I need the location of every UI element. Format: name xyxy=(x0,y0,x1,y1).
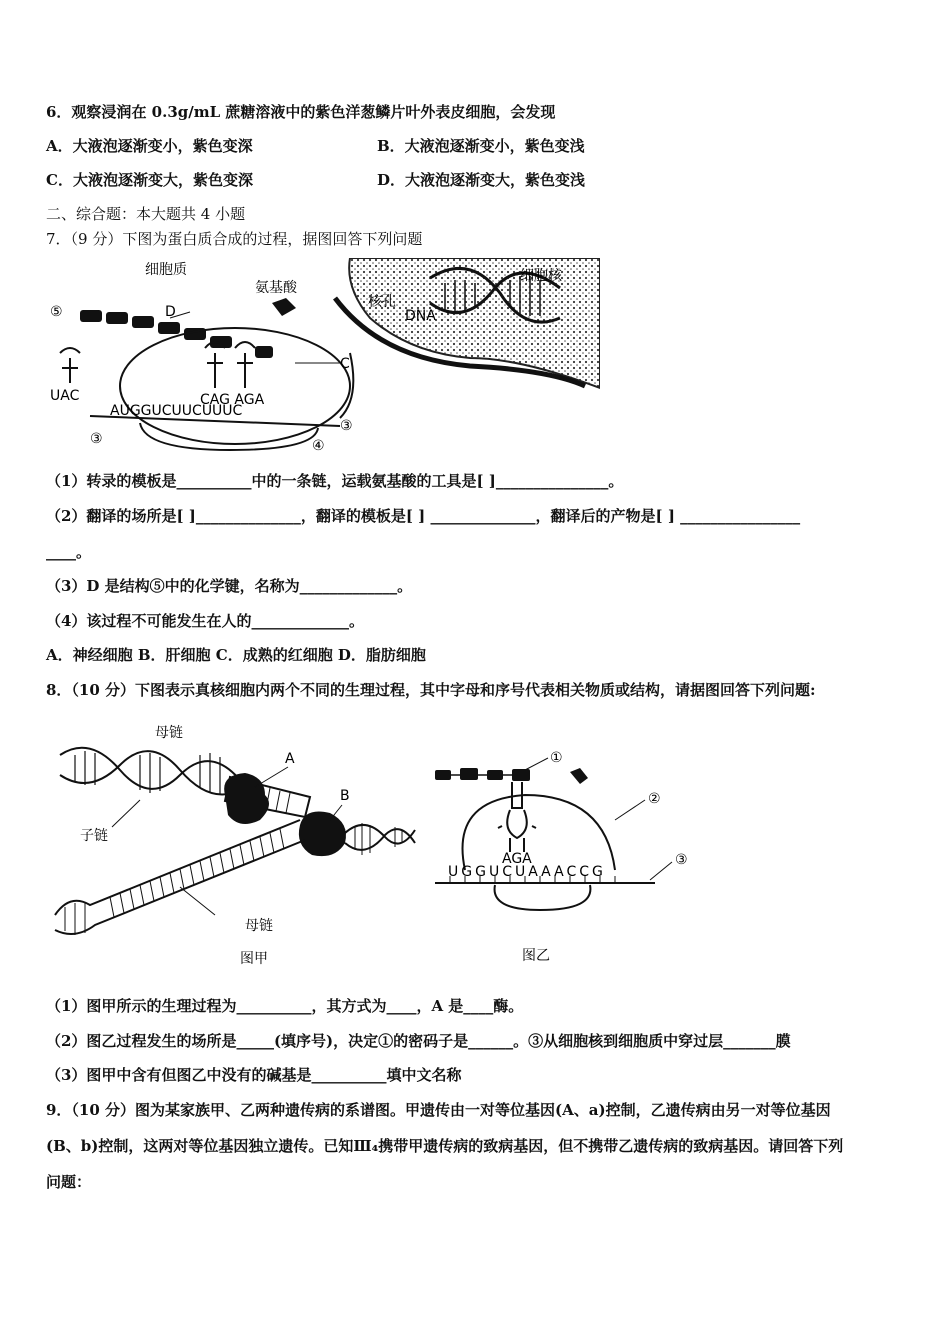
q9-line2: (B、b)控制，这两对等位基因独立遗传。已知Ⅲ₄携带甲遗传病的致病基因，但不携带乙遗传病的致病基因。请回答下列 xyxy=(46,1137,844,1155)
yi-mrna: UGGUCUAAACCG xyxy=(448,864,606,880)
parent-bottom-label: 母链 xyxy=(245,918,273,934)
q6-option-b: B．大液泡逐渐变小，紫色变浅 xyxy=(377,137,585,155)
yi-n2-label: ② xyxy=(648,791,661,807)
cytoplasm-label: 细胞质 xyxy=(145,262,187,278)
q6-option-c: C．大液泡逐渐变大，紫色变深 xyxy=(46,171,253,189)
amino-acid-label: 氨基酸 xyxy=(255,280,297,296)
pore-label: 核孔 xyxy=(368,294,396,310)
yi-n1-label: ① xyxy=(550,750,563,766)
n5-label: ⑤ xyxy=(50,304,63,320)
caption-jia: 图甲 xyxy=(240,951,268,967)
uac-label: UAC xyxy=(50,388,80,404)
caption-yi: 图乙 xyxy=(522,948,550,964)
q8-stem: 8．（10 分）下图表示真核细胞内两个不同的生理过程，其中字母和序号代表相关物质或结构，请据图回答下列问题: xyxy=(46,681,816,699)
q7-mrna: AUGGUCUUCUUUC xyxy=(110,403,243,419)
q8-figure-yi xyxy=(430,740,700,970)
cagaca-label: CAG AGA xyxy=(200,392,265,408)
q7-sub1: （1）转录的模板是__________中的一条链，运载氨基酸的工具是[ ]_______________。 xyxy=(46,472,624,490)
n4-label: ④ xyxy=(312,438,325,454)
q6-option-d: D．大液泡逐渐变大，紫色变浅 xyxy=(377,171,586,189)
q7-sub2b: ____。 xyxy=(46,543,92,561)
q7-figure xyxy=(50,258,600,458)
q9-line1: 9．（10 分）图为某家族甲、乙两种遗传病的系谱图。甲遗传由一对等位基因(A、a)控制，乙遗传病由另一对等位基因 xyxy=(46,1101,831,1119)
q6-option-a: A．大液泡逐渐变小，紫色变深 xyxy=(46,137,253,155)
label-a: A xyxy=(285,751,295,767)
q7-sub4: （4）该过程不可能发生在人的_____________。 xyxy=(46,612,364,630)
q6-stem: 6．观察浸润在 0.3g/mL 蔗糖溶液中的紫色洋葱鳞片叶外表皮细胞，会发现 xyxy=(46,103,556,121)
yi-n3-label: ③ xyxy=(675,852,688,868)
c-label: C xyxy=(340,356,350,372)
nucleus-label: 细胞核 xyxy=(520,268,562,284)
parent-top-label: 母链 xyxy=(155,725,183,741)
q9-line3: 问题： xyxy=(46,1173,92,1191)
q7-sub3: （3）D 是结构⑤中的化学键，名称为_____________。 xyxy=(46,577,413,595)
q8-sub1: （1）图甲所示的生理过程为__________，其方式为____，A 是____酶。 xyxy=(46,997,524,1015)
n3a-label: ③ xyxy=(90,431,103,447)
q7-sub2a: （2）翻译的场所是[ ]______________，翻译的模板是[ ] ______________，翻译后的产物是[ ] ________________ xyxy=(46,507,801,525)
d-label: D xyxy=(165,304,176,320)
q7-options: A．神经细胞 B．肝细胞 C．成熟的红细胞 D．脂肪细胞 xyxy=(46,646,426,664)
q8-figure-jia xyxy=(50,715,420,970)
dna-label: DNA xyxy=(405,308,436,324)
child-label: 子链 xyxy=(80,828,108,844)
n3b-label: ③ xyxy=(340,418,353,434)
section-heading: 二、综合题：本大题共 4 小题 xyxy=(46,205,246,223)
q8-sub3: （3）图甲中含有但图乙中没有的碱基是__________填中文名称 xyxy=(46,1066,462,1084)
label-b: B xyxy=(340,788,350,804)
yi-aga-label: AGA xyxy=(502,851,532,867)
q8-sub2: （2）图乙过程发生的场所是_____(填序号)，决定①的密码子是______。③从细胞核到细胞质中穿过层_______膜 xyxy=(46,1032,791,1050)
q7-stem: 7．（9 分）下图为蛋白质合成的过程，据图回答下列问题 xyxy=(46,230,423,248)
